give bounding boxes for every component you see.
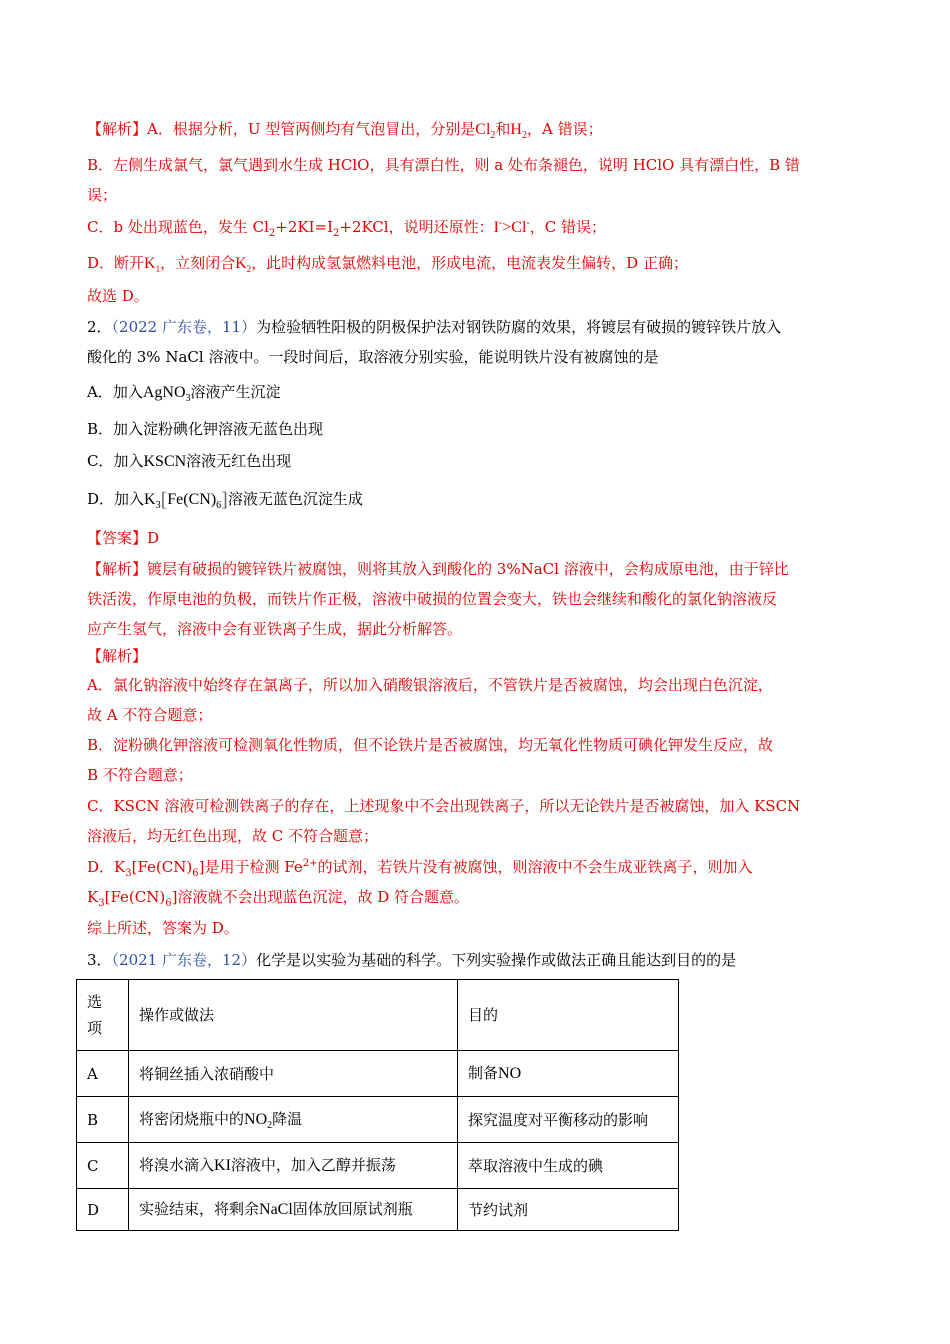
q2-option-a: A．加入AgNO$_3$溶液产生沉淀 (87, 383, 281, 405)
table-row (77, 1189, 679, 1231)
table-header-row (77, 980, 679, 1051)
q2-analysis-l2: 铁活泼，作原电池的负极，而铁片作正极，溶液中破损的位置会变大，铁也会继续和酸化的氯化钠溶液反 (87, 590, 778, 608)
table-row (77, 1097, 679, 1143)
row-purpose: 萃取溶液中生成的碘 (458, 1143, 679, 1189)
q2-option-b: B．加入淀粉碘化钾溶液无蓝色出现 (87, 420, 324, 438)
q2-option-d: D．加入$K_3[Fe(CN)_6]$溶液无蓝色沉淀生成 (87, 489, 363, 512)
row-purpose: 制备NO (458, 1051, 679, 1097)
analysis1-line-b1: B．左侧生成氯气，氯气遇到水生成 HClO，具有漂白性，则 a 处布条褪色，说明 HClO 具有漂白性，B 错 (87, 156, 800, 174)
q2-stem-line2: 酸化的 3% NaCl 溶液中。一段时间后，取溶液分别实验，能说明铁片没有被腐蚀的是 (87, 348, 659, 366)
q2-analysis-l1: 【解析】镀层有破损的镀锌铁片被腐蚀，则将其放入到酸化的 3%NaCl 溶液中，会构成原电池，由于锌比 (87, 560, 789, 578)
q2-analysis-tag: 【解析】 (87, 647, 148, 665)
row-purpose: 探究温度对平衡移动的影响 (458, 1097, 679, 1143)
q2-analysis-a-l2: 故 A 不符合题意； (87, 706, 213, 724)
row-option: D (77, 1189, 129, 1231)
q2-option-c: C．加入KSCN溶液无红色出现 (87, 452, 292, 470)
row-operation: 将密闭烧瓶中的$NO_2$降温 (129, 1097, 458, 1143)
table-row (77, 1143, 679, 1189)
q3-stem: 3．（2021 广东卷，12）化学是以实验为基础的科学。下列实验操作或做法正确且能达到目的的是 (87, 951, 737, 969)
row-operation: 实验结束，将剩余NaCl固体放回原试剂瓶 (129, 1189, 458, 1231)
table-row (77, 1051, 679, 1097)
q2-analysis-a-l1: A．氯化钠溶液中始终存在氯离子，所以加入硝酸银溶液后，不管铁片是否被腐蚀，均会出现白色沉淀， (87, 676, 773, 694)
q2-analysis-c-l2: 溶液后，均无红色出现，故 C 不符合题意； (87, 827, 379, 845)
q2-summary: 综上所述，答案为 D。 (87, 919, 239, 937)
q2-answer: 【答案】D (87, 529, 160, 547)
analysis1-line-a: 【解析】A．根据分析，U 型管两侧均有气泡冒出，分别是$Cl_2$和$H_2$，A 错误； (87, 120, 603, 142)
header-operation: 操作或做法 (129, 980, 458, 1051)
header-purpose: 目的 (458, 980, 679, 1051)
row-operation: 将溴水滴入KI溶液中，加入乙醇并振荡 (129, 1143, 458, 1189)
analysis1-line-b2: 误； (87, 186, 118, 204)
q2-analysis-b-l1: B．淀粉碘化钾溶液可检测氧化性物质，但不论铁片是否被腐蚀，均无氧化性物质可碘化钾发生反应，故 (87, 736, 774, 754)
analysis1-line-d: D．断开$K_1$，立刻闭合$K_2$，此时构成氢氯燃料电池，形成电流，电流表发生偏转，D 正确； (87, 254, 688, 275)
q2-analysis-d-l1: D．$K_3[Fe(CN)_6]$是用于检测 $Fe^{2+}$的试剂，若铁片没有被腐蚀，则溶液中不会生成亚铁离子，则加入 (87, 858, 753, 879)
q2-analysis-c-l1: C．KSCN 溶液可检测铁离子的存在，上述现象中不会出现铁离子，所以无论铁片是否被腐蚀，加入 KSCN (87, 797, 801, 815)
q2-stem-line1: 2．（2022 广东卷，11）为检验牺牲阳极的阴极保护法对钢铁防腐的效果，将镀层有破损的镀锌铁片放入 (87, 318, 782, 336)
q2-analysis-b-l2: B 不符合题意； (87, 766, 193, 784)
row-option: A (77, 1051, 129, 1097)
row-option: C (77, 1143, 129, 1189)
q2-analysis-l3: 应产生氢气，溶液中会有亚铁离子生成，据此分析解答。 (87, 620, 463, 638)
row-operation: 将铜丝插入浓硝酸中 (129, 1051, 458, 1097)
analysis1-conclusion: 故选 D。 (87, 287, 149, 305)
analysis1-line-c: C．b 处出现蓝色，发生 $Cl_2+2KI=I_2+2KCl$，说明还原性：I->Cl-，C 错误； (87, 217, 606, 239)
q2-analysis-d-l2: $K_3[Fe(CN)_6]$溶液就不会出现蓝色沉淀，故 D 符合题意。 (87, 888, 470, 909)
q3-options-table (76, 979, 679, 1231)
row-option: B (77, 1097, 129, 1143)
header-option: 选项 (77, 980, 129, 1051)
row-purpose: 节约试剂 (458, 1189, 679, 1231)
